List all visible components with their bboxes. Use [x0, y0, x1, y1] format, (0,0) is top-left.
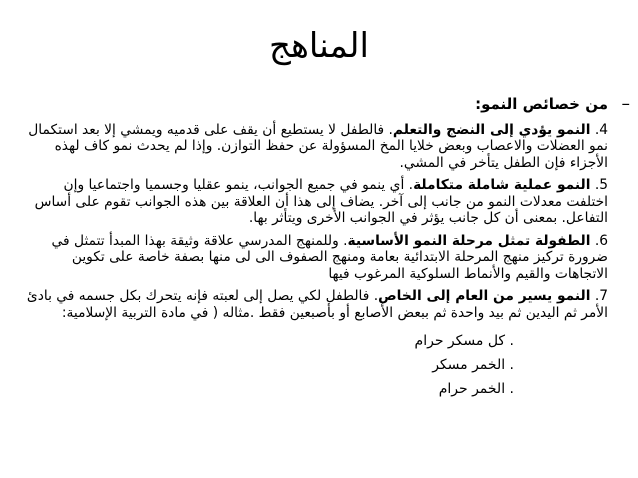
item-number: 5. [594, 177, 608, 193]
bullet-dash: – [621, 94, 630, 114]
list-item [22, 288, 608, 321]
slide-title: المناهج [269, 26, 369, 66]
sub-list-item: . الخمر حرام [438, 381, 514, 397]
sub-list-item: . الخمر مسكر [432, 357, 514, 373]
item-lead: النمو يؤدي إلى النضج والتعلم [392, 121, 591, 138]
item-lead: النمو عملية شاملة متكاملة [413, 177, 591, 193]
item-number: 7. [594, 288, 608, 304]
heading-row [22, 94, 630, 114]
item-text: . فالطفل لا يستطيع أن يقف على قدميه ويمشي إلا بعد استكمال نمو العضلات والاعصاب وبعض خلايا المخ المسؤولة عن حفظ التوازن. وإذا لم يحدث نمو كاف لهذه الأجزاء فإن الطفل يتأخر في المشي. [28, 121, 608, 171]
sub-list-item: . كل مسكر حرام [414, 333, 514, 349]
item-text: . أي ينمو في جميع الجوانب، ينمو عقليا وجسميا واجتماعيا وإن اختلفت معدلات النمو من جانب إلى آخر. يضاف إلى هذا أن العلاقة بين هذه الجوانب تقوم على أساس التفاعل. بمعنى أن كل جانب يؤثر في الجوانب الأخرى ويتأثر بها. [34, 177, 608, 226]
item-lead: النمو يسير من العام إلى الخاص [378, 288, 591, 304]
sub-list [22, 331, 608, 399]
section-heading: من خصائص النمو: [475, 95, 608, 113]
list-item [22, 122, 608, 172]
item-number: 6. [594, 232, 608, 249]
list-item [22, 233, 608, 283]
list-item [22, 177, 608, 227]
slide-content [22, 94, 630, 403]
item-lead: الطفولة تمثل مرحلة النمو الأساسية [347, 232, 591, 249]
item-text: . وللمنهج المدرسي علاقة وثيقة بهذا المبدأ تتمثل في ضرورة تركيز منهج المرحلة الابتدائية بعامة ومنهج الصفوف الى لى منها بصفة خاصة على تكوين الاتجاهات والقيم والأنماط السلوكية المرغوب فيها [51, 232, 608, 282]
item-number: 4. [594, 121, 608, 138]
item-text: . فالطفل لكي يصل إلى لعبته فإنه يتحرك بكل جسمه في بادئ الأمر ثم اليدين ثم بيد واحدة ثم ببعض الأصابع أو بأصبعين فقط .مثاله ( في مادة التربية الإسلامية: [26, 288, 608, 321]
